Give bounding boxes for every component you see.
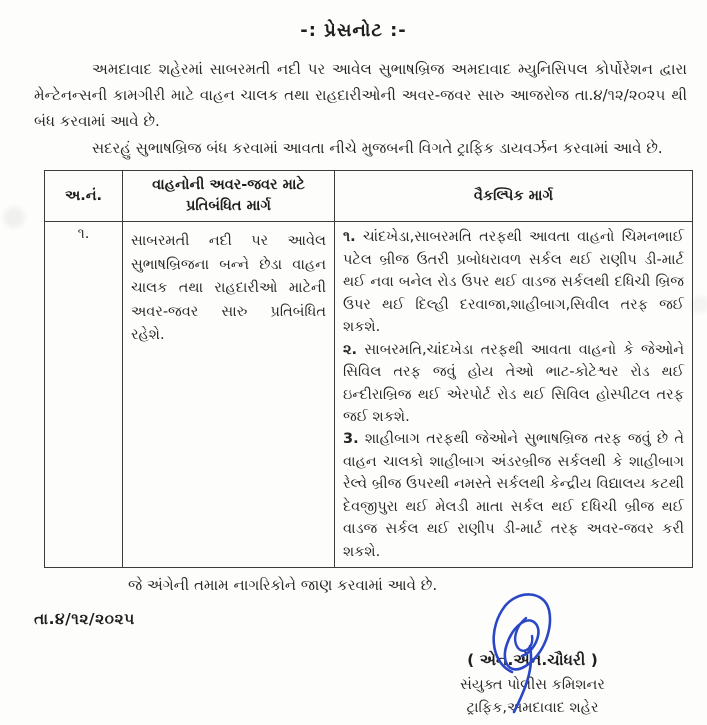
restricted-route-text: સાબરમતી નદી પર આવેલ સુભાષબ્રિજના બન્ને છેડા વાહન ચાલક તથા રાહદારીઓ માટેની અવર-જવર સારુ પ્રતિબંધિત રહેશે. <box>131 233 326 344</box>
cell-sr-no: ૧. <box>45 222 123 568</box>
signatory-department: ટ્રાફિક,અમદાવાદ શહેર <box>466 700 599 717</box>
signatory-block <box>430 648 635 721</box>
route-3-number: 3. <box>343 431 359 448</box>
route-1-number: ૧. <box>343 229 356 246</box>
traffic-diversion-table <box>44 170 693 568</box>
route-2-number: ૨. <box>343 341 358 358</box>
cell-restricted-route <box>123 222 335 568</box>
signatory-name: ( એન.એન.ચૌધરી ) <box>467 651 598 669</box>
signatory-designation: સંયુક્ત પોલીસ કમિશનર <box>460 676 605 693</box>
header-sr-no: અ.નં. <box>45 171 123 222</box>
route-1-text: ચાંદખેડા,સાબરમતિ તરફથી આવતા વાહનો ચિમનભાઈ પટેલ બ્રીજ ઉતરી પ્રબોધરાવળ સર્કલ થઈ રાણીપ ડી-માર્ટ થઈ નવા બનેલ રોડ ઉપર થઈ વાડજ સર્કલથી દધિચી બ્રિજ ઉપર થઈ દિલ્હી દરવાજા,શાહીબાગ,સિવીલ તરફ જઈ શકશે. <box>343 229 684 336</box>
route-3-text: શાહીબાગ તરફથી જેઓને સુભાષબ્રિજ તરફ જવું છે તે વાહન ચાલકો શાહીબાગ અંડરબ્રીજ સર્કલથી કે શાહીબાગ રેલ્વે બ્રીજ ઉપરથી નમસ્તે સર્કલથી કેન્દ્રીય વિદ્યાલય કટથી દેવજીપુરા થઈ મેલડી માતા સર્કલ થઈ દધિચી બ્રીજ થઈ વાડજ સર્કલ થઈ રાણીપ ડી-માર્ટ તરફ અવર-જવર કરી શકશે. <box>343 431 685 560</box>
alternative-route-3 <box>343 428 684 563</box>
intro-paragraph: અમદાવાદ શહેરમાં સાબરમતી નદી પર આવેલ સુભાષબ્રિજ અમદાવાદ મ્યુનિસિપલ કોર્પોરેશન દ્વારા મેન્ટેનન્સની કામગીરી માટે વાહન ચાલક તથા રાહદારીઓની અવર-જવર સારુ આજરોજ તા.૪/૧૨/૨૦૨૫ થી બંધ કરવામાં આવે છે. <box>34 60 687 130</box>
header-alternative-route: વૈકલ્પિક માર્ગ <box>335 171 693 222</box>
header-restricted-route: વાહનોની અવર-જવર માટે પ્રતિબંધિત માર્ગ <box>123 171 335 222</box>
alternative-route-2 <box>343 339 684 429</box>
date-line: તા.૪/૧૨/૨૦૨૫ <box>34 610 135 629</box>
diversion-paragraph: સદરહું સુભાષબ્રિજ બંધ કરવામાં આવતા નીચે મુજબની વિગતે ટ્રાફિક ડાયવર્ઝન કરવામાં આવે છે. <box>92 139 663 158</box>
cell-alternative-routes <box>335 222 693 568</box>
route-2-text: સાબરમતિ,ચાંદખેડા તરફથી આવતા વાહનો કે જેઓને સિવિલ તરફ જવું હોય તેઓ ભાટ-કોટેશ્વર રોડ થઈ ઇન્દીરાબ્રિજ થઈ એરપોર્ટ રોડ થઈ સિવિલ હોસ્પીટલ તરફ જઈ શકશે. <box>343 341 685 425</box>
table-row <box>45 222 693 568</box>
table-header-row <box>45 171 693 222</box>
alternative-route-1 <box>343 226 684 338</box>
closing-note: જે અંગેની તમામ નાગરિકોને જાણ કરવામાં આવે છે. <box>128 576 438 595</box>
page-title: -: પ્રેસનોટ :- <box>300 20 407 41</box>
